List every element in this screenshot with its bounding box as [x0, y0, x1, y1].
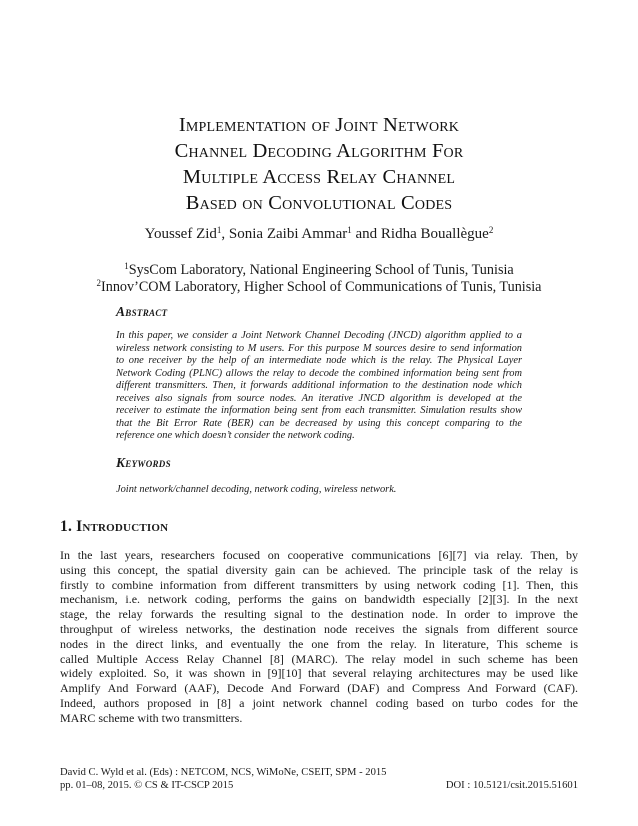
affiliation-text: SysCom Laboratory, National Engineering School of Tunis, Tunisia	[128, 262, 514, 278]
keywords-text: Joint network/channel decoding, network coding, wireless network.	[116, 484, 397, 495]
abstract-line: wireless network consisting to M users. For this purpose M sources desire to send information	[116, 342, 522, 354]
abstract-body	[116, 330, 522, 443]
author-separator: ,	[221, 226, 229, 242]
affiliation-list	[60, 262, 578, 296]
author-separator: and	[351, 226, 381, 242]
body-line: using this concept, the spatial diversity gain can be achieved. The principle task of the relay is	[60, 562, 578, 577]
abstract-line: to one receiver by the help of an intermediate node which is the relay. The Physical Layer	[116, 355, 522, 367]
abstract-line: receives also signals from source nodes. An iterative JNCD algorithm is developed at the	[116, 392, 522, 404]
title-line: Implementation of Joint Network	[178, 114, 460, 136]
affiliation-text: Innov’COM Laboratory, Higher School of Communications of Tunis, Tunisia	[101, 279, 542, 295]
affiliation-marker: 1	[216, 225, 222, 235]
title-line: Channel Decoding Algorithm For	[174, 140, 464, 162]
abstract-heading: Abstract	[116, 304, 168, 319]
body-line: Indeed, authors proposed in [8] a joint network channel coding based on turbo codes for the	[60, 695, 578, 710]
body-line: widely exploited. So, it was shown in [9][10] that several relaying architectures may be used like	[60, 666, 578, 681]
affiliation-marker: 1	[347, 225, 352, 235]
footer-doi: DOI : 10.5121/csit.2015.51601	[445, 780, 578, 791]
affiliation-marker: 1	[124, 261, 129, 271]
footer-row	[60, 779, 578, 792]
introduction-body	[60, 548, 578, 726]
paper-title	[90, 112, 548, 216]
title-line: Multiple Access Relay Channel	[182, 166, 456, 188]
affiliation-marker: 2	[96, 278, 102, 288]
affiliation-marker: 2	[488, 225, 494, 235]
footer-proceedings: David C. Wyld et al. (Eds) : NETCOM, NCS, WiMoNe, CSEIT, SPM - 2015	[60, 767, 387, 778]
title-line: Based on Convolutional Codes	[185, 192, 453, 214]
page-footer	[60, 766, 578, 792]
author-name: Ridha Bouallègue	[380, 226, 489, 242]
author-name: Youssef Zid	[144, 226, 217, 242]
abstract-line: reference one which doesn’t consider the network coding.	[116, 430, 355, 442]
body-line: MARC scheme with two transmitters.	[60, 710, 243, 725]
body-line: mechanism, i.e. network coding, performs the gains on bandwidth especially [2][3]. In the next	[60, 592, 578, 607]
body-line: firstly to combine information from different transmitters by using network coding [1]. Then, this	[60, 577, 578, 592]
affiliation	[60, 279, 578, 296]
body-line: In the last years, researchers focused on cooperative communications [6][7] via relay. Then, by	[60, 548, 578, 562]
body-line: throughput of wireless networks, the destination node receives the signals from different source	[60, 621, 578, 636]
abstract-line: different transmitters. Then, it forwards additional information to the destination node which	[116, 380, 522, 392]
body-line: Amplify And Forward (AAF), Decode And Forward (DAF) and Compress And Forward (CAF).	[60, 681, 578, 696]
introduction-heading: 1. Introduction	[60, 518, 169, 535]
body-line: stage, the relay forwards the resulting signal to the destination node. In order to improve the	[60, 607, 578, 622]
body-line: nodes in the direct links, and eventually the one from the relay. In literature, This scheme is	[60, 636, 578, 651]
affiliation	[60, 262, 578, 279]
body-line: called Multiple Access Relay Channel [8] (MARC). The relay model in such scheme has been	[60, 651, 578, 666]
keywords-heading: Keywords	[116, 455, 171, 470]
abstract-line: receiver to estimate the information being sent from each transmitter. Simulation results show	[116, 405, 522, 417]
abstract-line: Network Coding (PLNC) allows the relay to decode the combined information being sent from	[116, 367, 522, 379]
footer-pages: pp. 01–08, 2015. © CS & IT-CSCP 2015	[60, 780, 234, 791]
author-name: Sonia Zaibi Ammar	[228, 226, 348, 242]
abstract-line: In this paper, we consider a Joint Network Channel Decoding (JNCD) algorithm applied to a	[116, 330, 522, 341]
author-list	[60, 226, 578, 243]
abstract-line: that the Bit Error Rate (BER) can be decreased by using this concept comparing to the	[116, 417, 522, 429]
